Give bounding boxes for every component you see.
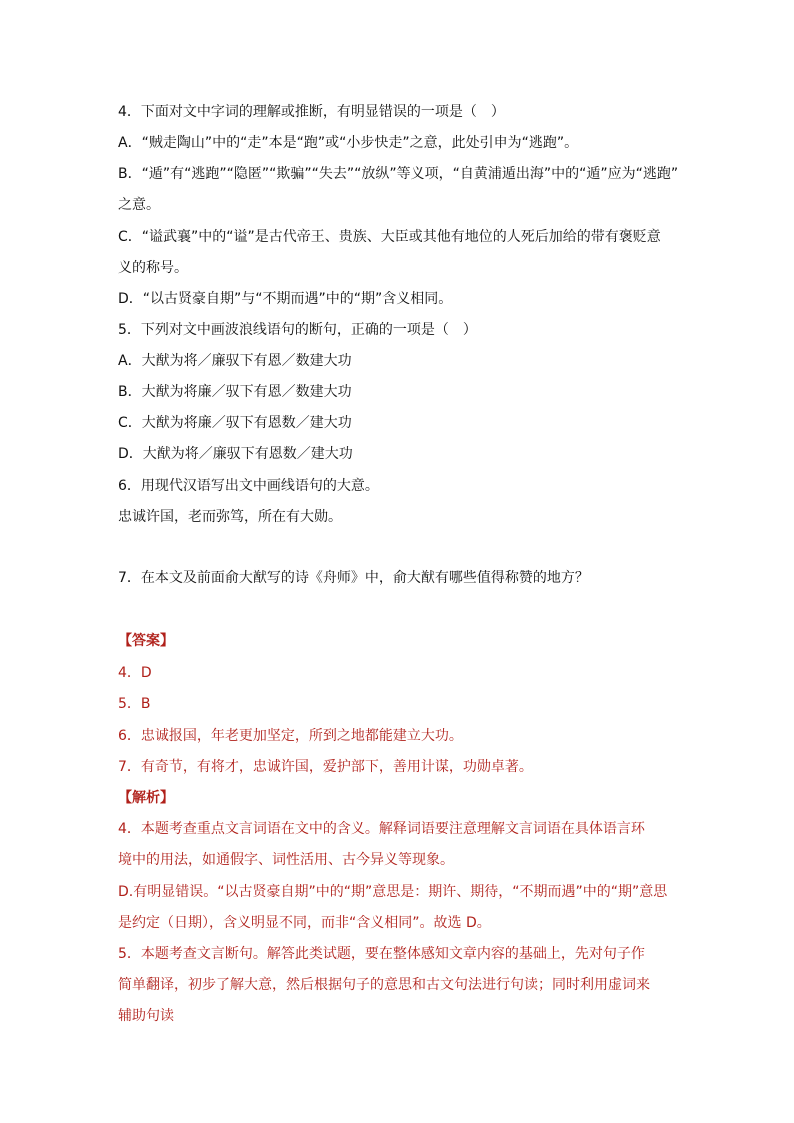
analysis-4-line3: D.有明显错误。“以古贤豪自期”中的“期”意思是：期许、期待，“不期而遇”中的“期”意思 [118, 884, 668, 900]
q6-stem: 6．用现代汉语写出文中画线语句的大意。 [118, 478, 379, 494]
q4-stem: 4．下面对文中字词的理解或推断，有明显错误的一项是（ ） [118, 104, 505, 120]
q5-stem: 5．下列对文中画波浪线语句的断句，正确的一项是（ ） [118, 322, 477, 338]
q5-option-d: D．大猷为将／廉驭下有恩数／建大功 [118, 446, 353, 462]
answer-7: 7．有奇节，有将才，忠诚许国，爱护部下，善用计谋，功勋卓著。 [118, 759, 533, 775]
q7-stem: 7．在本文及前面俞大猷写的诗《舟师》中，俞大猷有哪些值得称赞的地方？ [118, 570, 589, 586]
q6-sentence: 忠诚许国，老而弥笃，所在有大勋。 [118, 509, 342, 525]
q5-option-c: C．大猷为将廉／驭下有恩数／建大功 [118, 415, 352, 431]
q4-option-a: A．“贼走陶山”中的“走”本是“跑”或“小步快走”之意，此处引申为“逃跑”。 [118, 135, 579, 151]
analysis-4-line4: 是约定（日期），含义明显不同，而非“含义相同”。故选 D。 [118, 915, 491, 931]
answer-6: 6．忠诚报国，年老更加坚定，所到之地都能建立大功。 [118, 728, 463, 744]
answer-heading: 【答案】 [118, 633, 174, 649]
answer-4: 4．D [118, 665, 152, 681]
q5-option-a: A．大猷为将／廉驭下有恩／数建大功 [118, 353, 352, 369]
analysis-4-line2: 境中的用法，如通假字、词性活用、古今异义等现象。 [118, 852, 454, 868]
answer-5: 5．B [118, 696, 151, 712]
analysis-4-line1: 4．本题考查重点文言词语在文中的含义。解释词语要注意理解文言词语在具体语言环 [118, 821, 645, 837]
q4-option-b-line2: 之意。 [118, 197, 160, 213]
analysis-5-line3: 辅助句读 [118, 1008, 174, 1024]
analysis-5-line1: 5．本题考查文言断句。解答此类试题，要在整体感知文章内容的基础上，先对句子作 [118, 946, 645, 962]
q4-option-b-line1: B．“遁”有“逃跑”“隐匿”“欺骗”“失去”“放纵”等义项，“自黄浦遁出海”中的“遁”应为“逃跑” [118, 166, 679, 182]
analysis-heading: 【解析】 [118, 790, 174, 806]
q5-option-b: B．大猷为将廉／驭下有恩／数建大功 [118, 384, 352, 400]
q4-option-c-line2: 义的称号。 [118, 260, 188, 276]
q4-option-c-line1: C．“谥武襄”中的“谥”是古代帝王、贵族、大臣或其他有地位的人死后加给的带有褒贬意 [118, 229, 661, 245]
q4-option-d: D．“以古贤豪自期”与“不期而遇”中的“期”含义相同。 [118, 291, 453, 307]
analysis-5-line2: 简单翻译，初步了解大意，然后根据句子的意思和古文句法进行句读；同时利用虚词来 [118, 977, 650, 993]
